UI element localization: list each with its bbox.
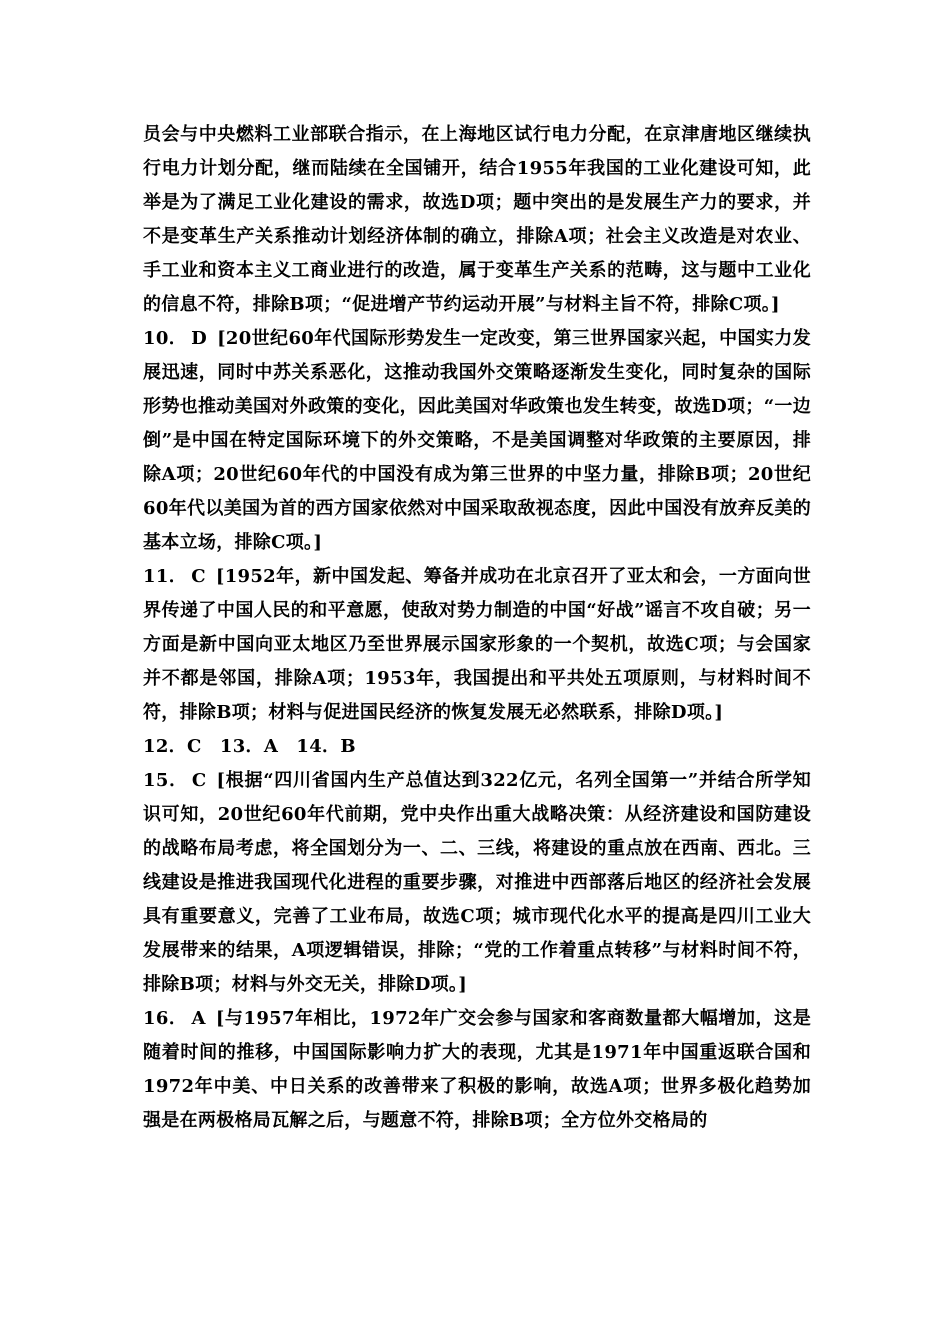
answer-letter: D — [191, 328, 208, 349]
answer-letter: A — [191, 1008, 206, 1029]
answer-item-10 — [143, 322, 811, 560]
explanation-text: [与1957年相比，1972年广交会参与国家和客商数量都大幅增加，这是随着时间的推移，中国国际影响力扩大的表现，尤其是1971年中国重返联合国和1972年中美、中日关系的改善带来了积极的影响，故选A项；世界多极化趋势加强是在两极格局瓦解之后，与题意不符，排除B项；全方位外交格局的 — [143, 1008, 811, 1131]
explanation-text: [根据“四川省国内生产总值达到322亿元，名列全国第一”并结合所学知识可知，20世纪60年代前期，党中央作出重大战略决策：从经济建设和国防建设的战略布局考虑，将全国划分为一、二、三线，将建设的重点放在西南、西北。三线建设是推进我国现代化进程的重要步骤，对推进中西部落后地区的经济社会发展具有重要意义，完善了工业布局，故选C项；城市现代化水平的提高是四川工业大发展带来的结果，A项逻辑错误，排除；“党的工作着重点转移”与材料时间不符，排除B项；材料与外交无关，排除D项。] — [143, 770, 811, 995]
question-number: 15． — [143, 770, 188, 791]
answer-item-16 — [143, 1002, 811, 1138]
paragraph-text: 员会与中央燃料工业部联合指示，在上海地区试行电力分配，在京津唐地区继续执行电力计划分配，继而陆续在全国铺开，结合1955年我国的工业化建设可知，此举是为了满足工业化建设的需求，故选D项；题中突出的是发展生产力的要求，并不是变革生产关系推动计划经济体制的确立，排除A项；社会主义改造是对农业、手工业和资本主义工商业进行的改造，属于变革生产关系的范畴，这与题中工业化的信息不符，排除B项；“促进增产节约运动开展”与材料主旨不符，排除C项。] — [143, 124, 811, 315]
answer-explanations — [143, 118, 811, 1138]
question-number: 11． — [143, 566, 188, 587]
question-number: 16． — [143, 1008, 188, 1029]
answer-item-15 — [143, 764, 811, 1002]
question-number: 10． — [143, 328, 188, 349]
paragraph-continuation-9 — [143, 118, 811, 322]
explanation-text: [20世纪60年代国际形势发生一定改变，第三世界国家兴起，中国实力发展迅速，同时中苏关系恶化，这推动我国外交策略逐渐发生变化，同时复杂的国际形势也推动美国对外政策的变化，因此美国对华政策也发生转变，故选D项；“一边倒”是中国在特定国际环境下的外交策略，不是美国调整对华政策的主要原因，排除A项；20世纪60年代的中国没有成为第三世界的中坚力量，排除B项；20世纪60年代以美国为首的西方国家依然对中国采取敌视态度，因此中国没有放弃反美的基本立场，排除C项。] — [143, 328, 811, 553]
answer-letter: C — [191, 566, 206, 587]
answer-letter: C — [191, 770, 207, 791]
answer-items-12-14 — [143, 730, 811, 764]
explanation-text: [1952年，新中国发起、筹备并成功在北京召开了亚太和会，一方面向世界传递了中国人民的和平意愿，使敌对势力制造的中国“好战”谣言不攻自破；另一方面是新中国向亚太地区乃至世界展示国家形象的一个契机，故选C项；与会国家并不都是邻国，排除A项；1953年，我国提出和平共处五项原则，与材料时间不符，排除B项；材料与促进国民经济的恢复发展无必然联系，排除D项。] — [143, 566, 811, 723]
short-answers: 12．C 13．A 14．B — [143, 736, 356, 757]
answer-item-11 — [143, 560, 811, 730]
